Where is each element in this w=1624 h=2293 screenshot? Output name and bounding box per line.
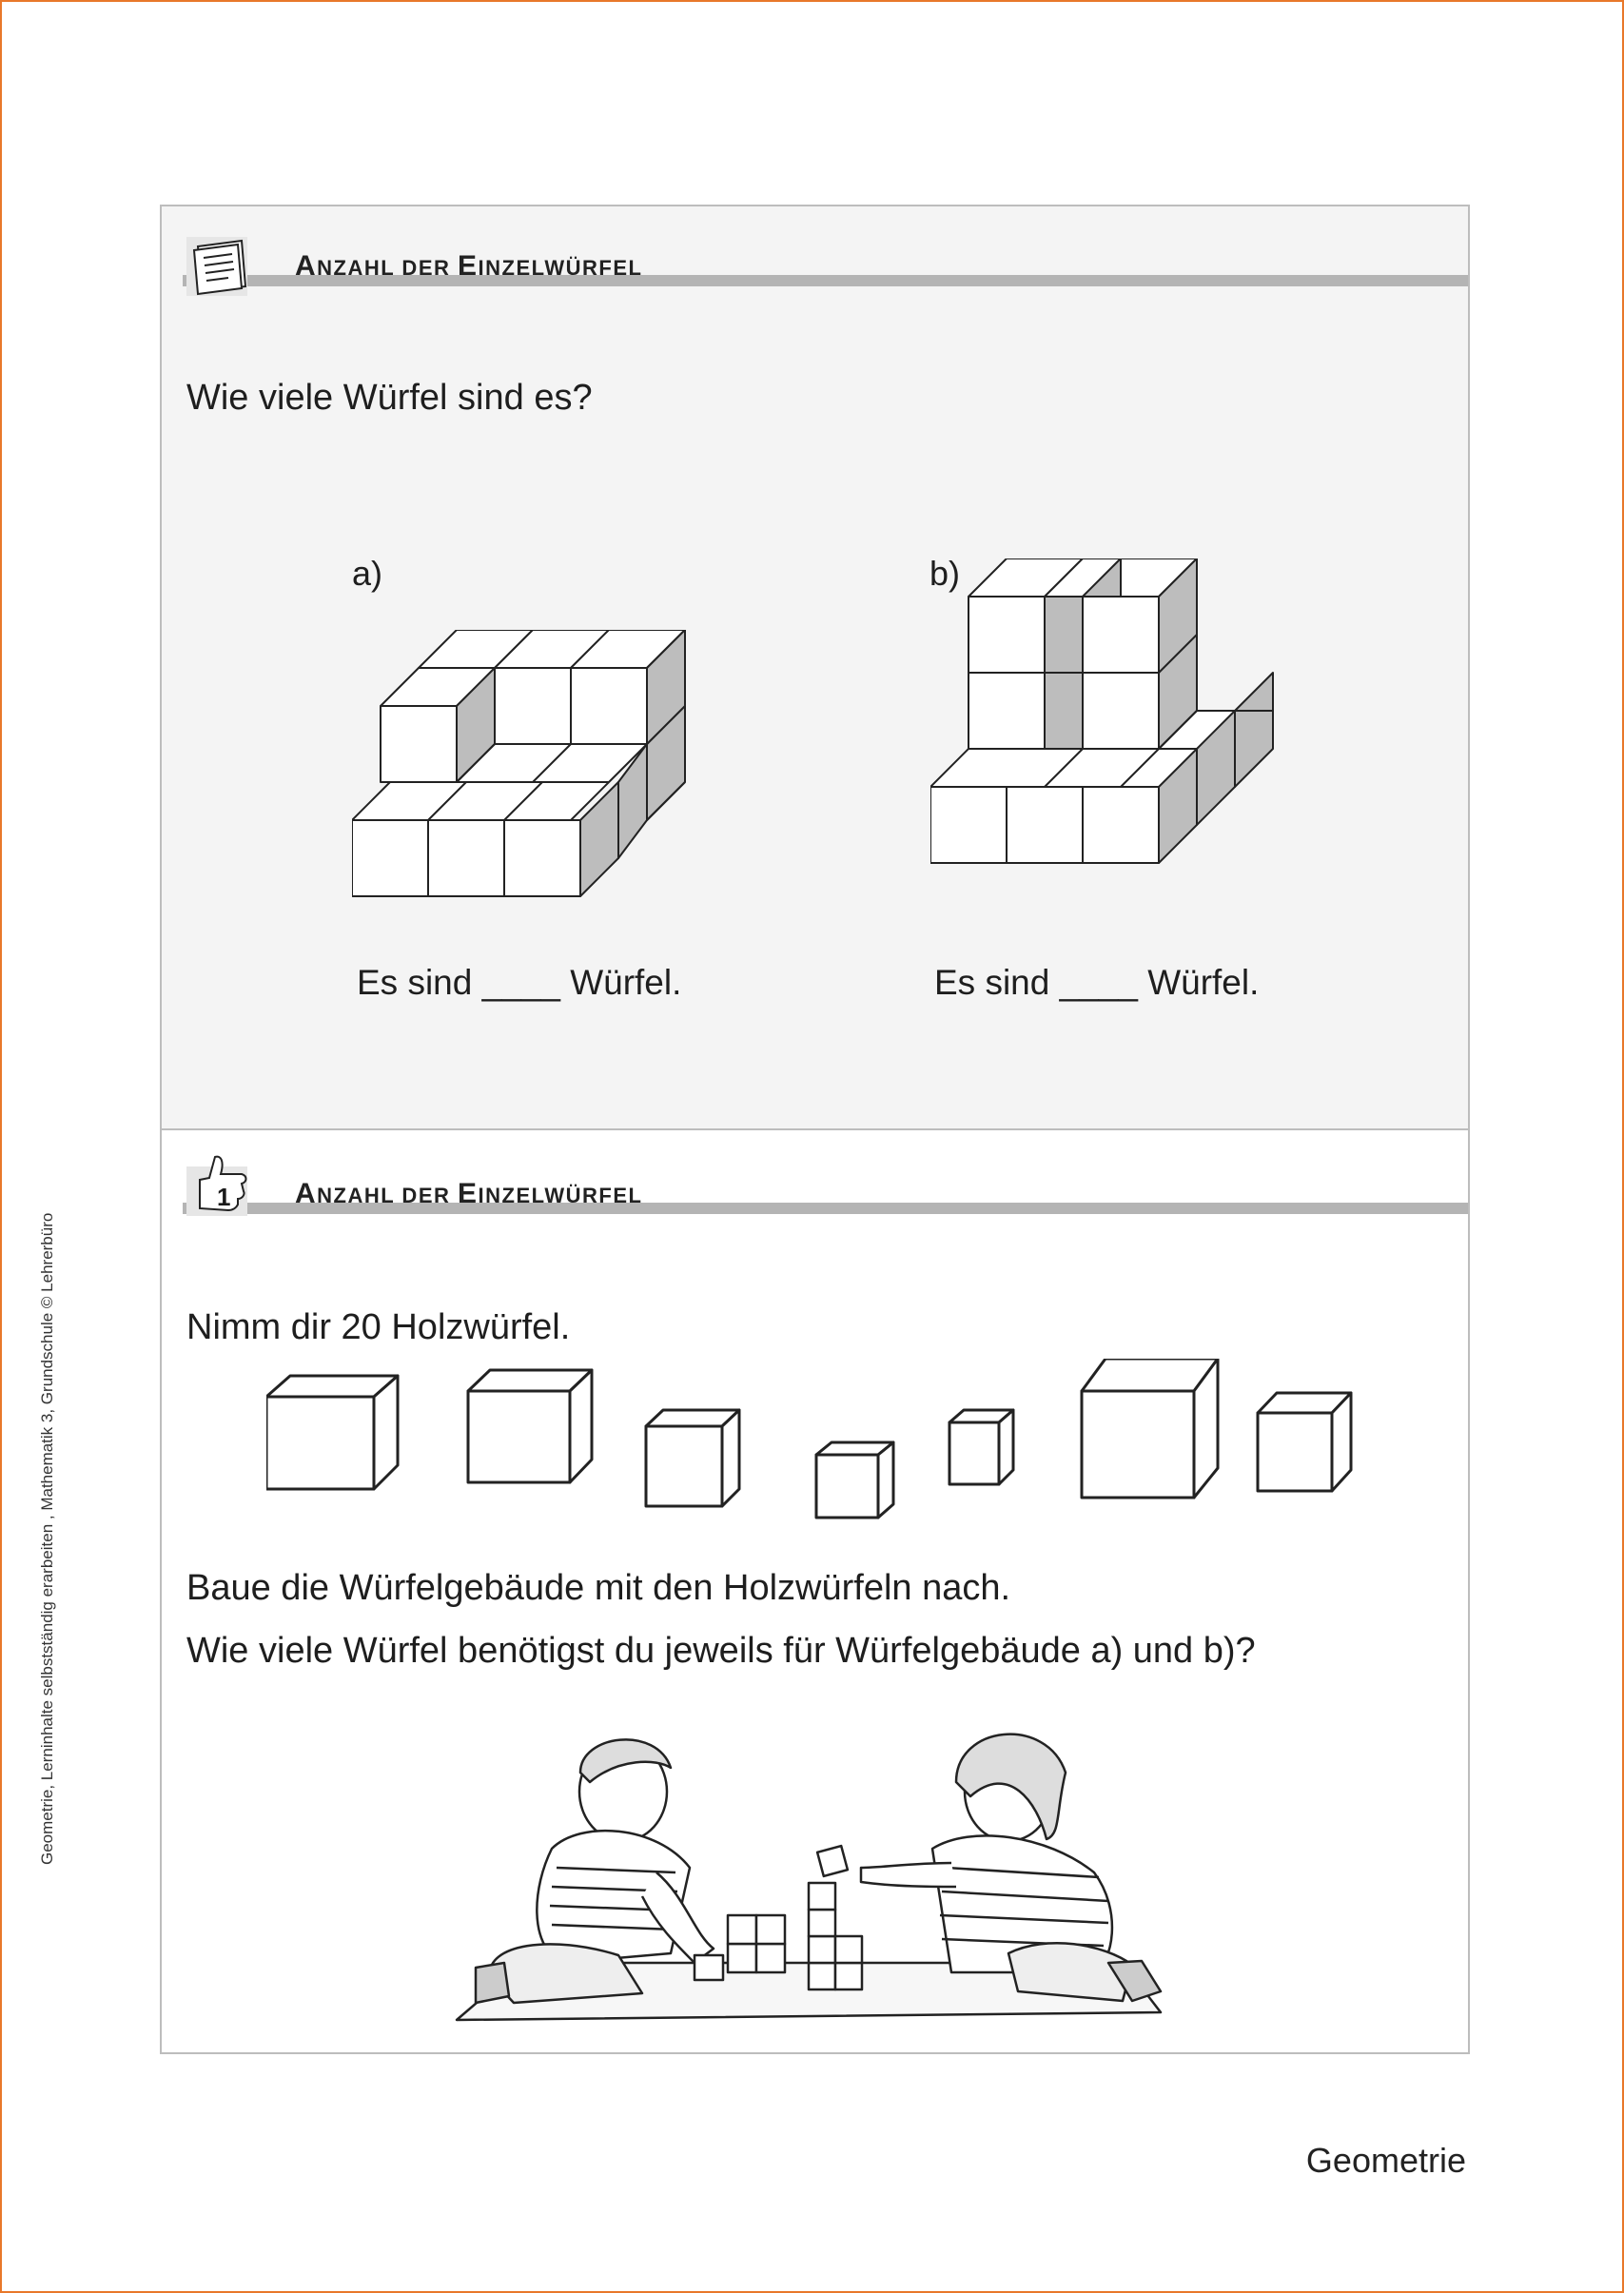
wooden-cube [266,1376,398,1489]
exercise-number-badge: 1 [217,1183,231,1211]
worksheet-paper-icon [183,233,255,300]
section-title: ANZAHL DER EINZELWÜRFEL [295,1178,643,1209]
wooden-cubes-illustration [266,1359,1408,1549]
cube-building-a [352,630,714,915]
label-b: b) [929,554,961,593]
copyright-side-text: Geometrie, Lerninhalte selbstständig erarbeiten , Mathematik 3, Grundschule © Lehrerbüro [38,1212,56,1865]
instruction-count: Wie viele Würfel benötigst du jeweils für Würfelgebäude a) und b)? [186,1631,1256,1671]
question-text: Wie viele Würfel sind es? [186,378,593,418]
answer-line-b: Es sind ____ Würfel. [934,963,1260,1002]
wooden-cube [816,1442,893,1518]
worksheet-card-exercise [160,205,1470,1130]
page-footer-label: Geometrie [1305,2141,1466,2180]
wooden-cube [1258,1393,1351,1491]
wooden-cube [949,1410,1013,1484]
label-a: a) [352,554,383,593]
cube-stack [695,1846,862,1989]
instruction-build: Baue die Würfelgebäude mit den Holzwürfeln nach. [186,1568,1011,1608]
wooden-cube [646,1410,739,1506]
cube-building-b [930,559,1292,920]
wooden-cube [1082,1359,1218,1498]
girl-figure [861,1734,1161,2001]
wooden-cube [468,1370,592,1482]
instruction-take-cubes: Nimm dir 20 Holzwürfel. [186,1307,571,1347]
answer-line-a: Es sind ____ Würfel. [357,963,682,1002]
children-building-illustration [438,1706,1180,2025]
section-title: ANZAHL DER EINZELWÜRFEL [295,250,643,282]
worksheet-card-solution [160,1128,1470,2054]
